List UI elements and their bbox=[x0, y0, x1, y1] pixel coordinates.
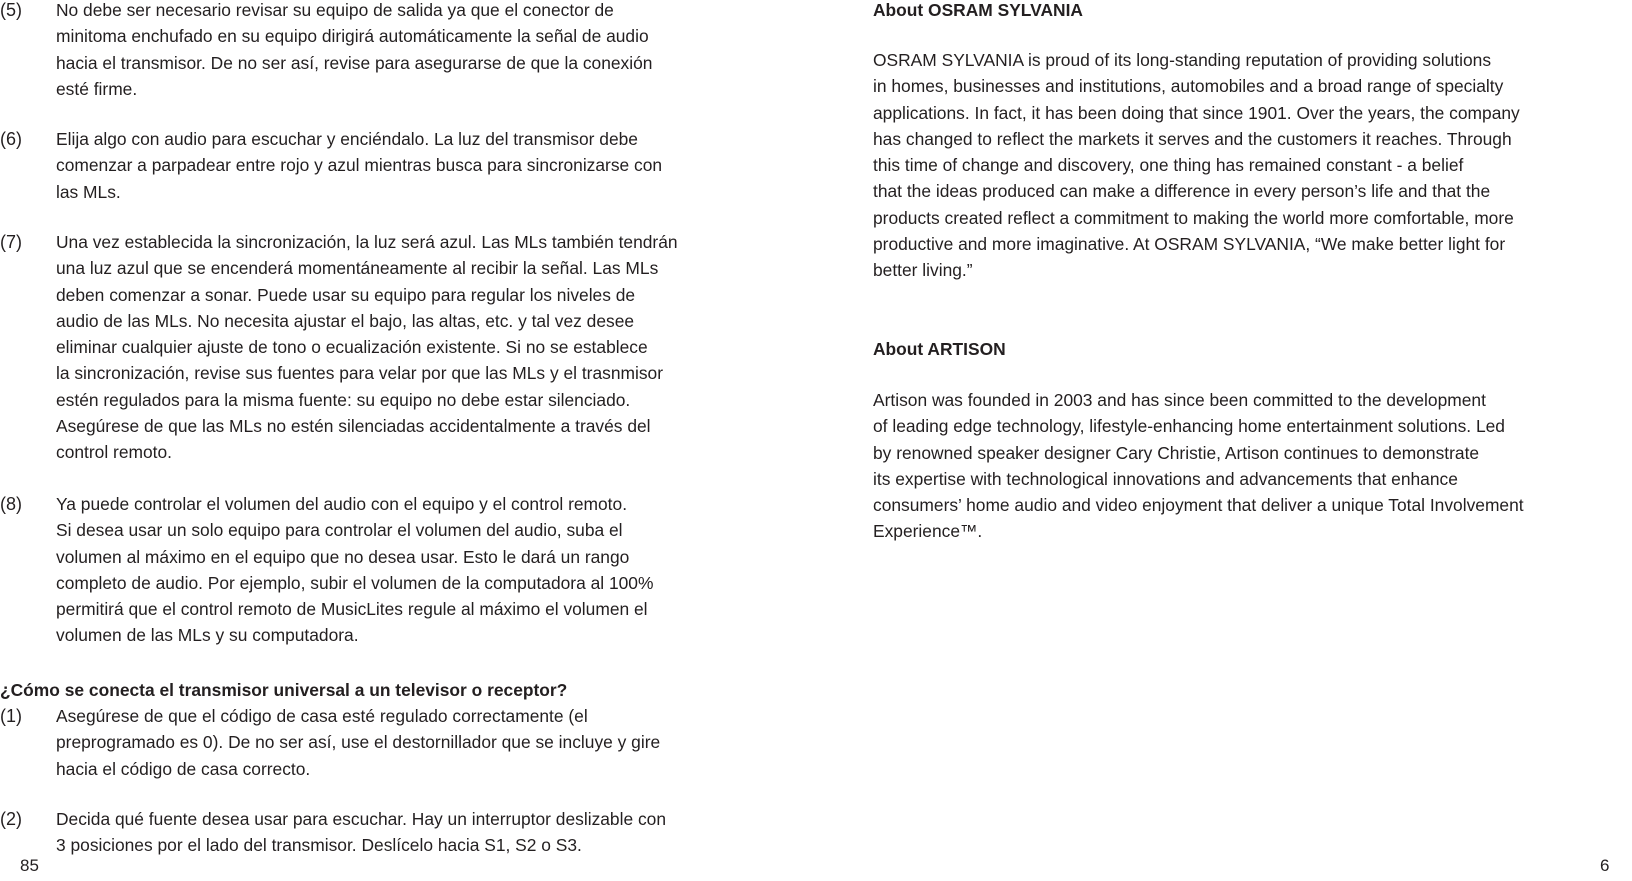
text-line: by renowned speaker designer Cary Christie, Artison continues to demonstrate bbox=[873, 442, 1480, 463]
text-line: esté firme. bbox=[56, 78, 138, 99]
text-line: comenzar a parpadear entre rojo y azul mientras busca para sincronizarse con bbox=[56, 155, 663, 176]
section-body bbox=[873, 387, 1524, 545]
text-line: una luz azul que se encenderá momentáneamente al recibir la señal. Las MLs bbox=[56, 258, 659, 279]
right-page bbox=[873, 0, 1632, 881]
text-line: Decida qué fuente desea usar para escuchar. Hay un interruptor deslizable con bbox=[56, 809, 667, 829]
text-line: has changed to reflect the markets it serves and the customers it reaches. Through bbox=[873, 128, 1512, 149]
page-number: 6 bbox=[1600, 856, 1610, 875]
text-line: volumen de las MLs y su computadora. bbox=[56, 625, 359, 646]
left-page bbox=[0, 0, 800, 881]
text-line: preprogramado es 0). De no ser así, use el destornillador que se incluye y gire bbox=[56, 732, 661, 753]
text-line: better living.” bbox=[873, 260, 973, 281]
item-text bbox=[56, 806, 666, 859]
item-text bbox=[56, 229, 678, 466]
text-line: completo de audio. Por ejemplo, subir el volumen de la computadora al 100% bbox=[56, 572, 654, 593]
text-line: minitoma enchufado en su equipo dirigirá automáticamente la señal de audio bbox=[56, 26, 649, 47]
text-line: la sincronización, revise sus fuentes para velar por que las MLs y el trasnmisor bbox=[56, 363, 664, 384]
text-line: of leading edge technology, lifestyle-enhancing home entertainment solutions. Led bbox=[873, 416, 1505, 437]
text-line: its expertise with technological innovations and advancements that enhance bbox=[873, 468, 1458, 489]
text-line: volumen al máximo en el equipo que no desea usar. Esto le dará un rango bbox=[56, 546, 630, 567]
text-line: Si desea usar un solo equipo para controlar el volumen del audio, suba el bbox=[56, 520, 623, 541]
text-line: this time of change and discovery, one thing has remained constant - a belief bbox=[873, 155, 1464, 176]
section-heading: About OSRAM SYLVANIA bbox=[873, 0, 1083, 20]
item-number: (1) bbox=[0, 706, 22, 726]
section-heading: ¿Cómo se conecta el transmisor universal a un televisor o receptor? bbox=[0, 680, 568, 700]
item-number: (5) bbox=[0, 0, 22, 20]
text-line: that the ideas produced can make a difference in every person’s life and that the bbox=[873, 181, 1491, 202]
item-text bbox=[56, 126, 662, 205]
text-line: audio de las MLs. No necesita ajustar el bajo, las altas, etc. y tal vez desee bbox=[56, 310, 635, 331]
item-number: (8) bbox=[0, 494, 22, 514]
text-line: consumers’ home audio and video enjoyment that deliver a unique Total Involvement bbox=[873, 495, 1524, 516]
section-heading: About ARTISON bbox=[873, 339, 1006, 359]
text-line: deben comenzar a sonar. Puede usar su equipo para regular los niveles de bbox=[56, 284, 636, 305]
text-line: permitirá que el control remoto de MusicLites regule al máximo el volumen el bbox=[56, 599, 648, 620]
text-line: Asegúrese de que las MLs no estén silenciadas accidentalmente a través del bbox=[56, 416, 651, 437]
text-line: 3 posiciones por el lado del transmisor. Deslícelo hacia S1, S2 o S3. bbox=[56, 835, 582, 856]
text-line: products created reflect a commitment to making the world more comfortable, more bbox=[873, 207, 1514, 228]
text-line: control remoto. bbox=[56, 442, 172, 463]
text-line: hacia el código de casa correcto. bbox=[56, 758, 311, 779]
item-text bbox=[56, 0, 652, 102]
item-text bbox=[56, 491, 653, 649]
text-line: Ya puede controlar el volumen del audio con el equipo y el control remoto. bbox=[56, 494, 628, 514]
text-line: las MLs. bbox=[56, 181, 121, 202]
section-body bbox=[873, 47, 1520, 284]
text-line: productive and more imaginative. At OSRAM SYLVANIA, “We make better light for bbox=[873, 234, 1506, 255]
text-line: estén regulados para la misma fuente: su equipo no debe estar silenciado. bbox=[56, 389, 631, 410]
text-line: in homes, businesses and institutions, automobiles and a broad range of specialty bbox=[873, 76, 1504, 97]
item-text bbox=[56, 703, 660, 782]
text-line: OSRAM SYLVANIA is proud of its long-standing reputation of providing solutions bbox=[873, 50, 1492, 70]
text-line: applications. In fact, it has been doing that since 1901. Over the years, the company bbox=[873, 102, 1520, 123]
page-number: 85 bbox=[20, 856, 39, 875]
text-line: eliminar cualquier ajuste de tono o ecualización existente. Si no se establece bbox=[56, 337, 648, 358]
text-line: Artison was founded in 2003 and has since been committed to the development bbox=[873, 390, 1486, 410]
text-line: hacia el transmisor. De no ser así, revise para asegurarse de que la conexión bbox=[56, 52, 653, 73]
text-line: Asegúrese de que el código de casa esté regulado correctamente (el bbox=[56, 706, 588, 726]
text-line: Elija algo con audio para escuchar y enciéndalo. La luz del transmisor debe bbox=[56, 129, 638, 149]
text-line: Experience™. bbox=[873, 521, 983, 542]
text-line: No debe ser necesario revisar su equipo de salida ya que el conector de bbox=[56, 0, 614, 20]
item-number: (7) bbox=[0, 232, 22, 252]
item-number: (2) bbox=[0, 809, 22, 829]
item-number: (6) bbox=[0, 129, 22, 149]
text-line: Una vez establecida la sincronización, la luz será azul. Las MLs también tendrán bbox=[56, 232, 678, 252]
